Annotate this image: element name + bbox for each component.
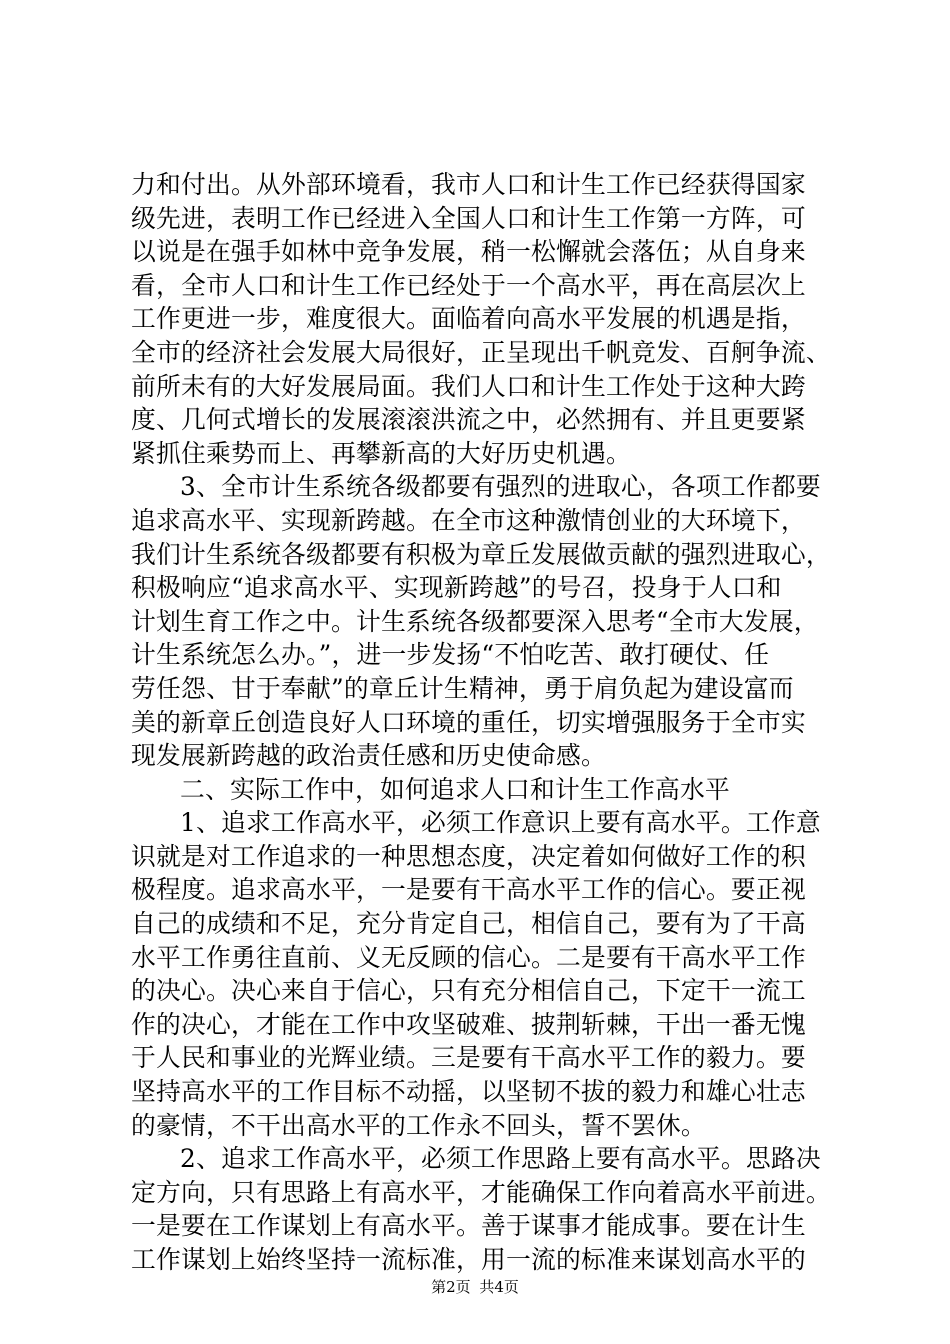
text-line: 一是要在工作谋划上有高水平。善于谋事才能成事。要在计生 bbox=[131, 1211, 806, 1241]
text-line: 二、实际工作中，如何追求人口和计生工作高水平 bbox=[180, 774, 730, 804]
text-line: 的豪情，不干出高水平的工作永不回头，誓不罢休。 bbox=[131, 1110, 706, 1140]
page-number: 第2页 bbox=[431, 1278, 471, 1296]
text-line: 坚持高水平的工作目标不动摇，以坚韧不拔的毅力和雄心壮志 bbox=[131, 1077, 806, 1107]
text-line: 紧抓住乘势而上、再攀新高的大好历史机遇。 bbox=[131, 438, 631, 468]
text-line: 定方向，只有思路上有高水平，才能确保工作向着高水平前进。 bbox=[131, 1177, 831, 1207]
text-line: 全市的经济社会发展大局很好，正呈现出千帆竞发、百舸争流、 bbox=[131, 337, 831, 367]
text-line: 力和付出。从外部环境看，我市人口和计生工作已经获得国家 bbox=[131, 170, 806, 199]
text-line: 极程度。追求高水平，一是要有干高水平工作的信心。要正视 bbox=[131, 875, 806, 905]
text-line: 于人民和事业的光辉业绩。三是要有干高水平工作的毅力。要 bbox=[131, 1043, 806, 1073]
text-line: 以说是在强手如林中竞争发展，稍一松懈就会落伍；从自身来 bbox=[131, 237, 806, 267]
text-line: 追求高水平、实现新跨越。在全市这种激情创业的大环境下， bbox=[131, 505, 806, 535]
text-line: 度、几何式增长的发展滚滚洪流之中，必然拥有、并且更要紧 bbox=[131, 405, 806, 435]
text-line: 工作谋划上始终坚持一流标准，用一流的标准来谋划高水平的 bbox=[131, 1245, 806, 1274]
text-line: 计划生育工作之中。计生系统各级都要深入思考“全市大发展， bbox=[131, 606, 819, 636]
text-line: 工作更进一步，难度很大。面临着向高水平发展的机遇是指， bbox=[131, 304, 806, 334]
text-line: 识就是对工作追求的一种思想态度，决定着如何做好工作的积 bbox=[131, 841, 806, 871]
document-body bbox=[131, 168, 831, 1277]
text-line: 级先进，表明工作已经进入全国人口和计生工作第一方阵，可 bbox=[131, 203, 806, 233]
text-line: 现发展新跨越的政治责任感和历史使命感。 bbox=[131, 741, 606, 771]
page-total: 共4页 bbox=[479, 1278, 519, 1296]
text-line: 积极响应“追求高水平、实现新跨越”的号召，投身于人口和 bbox=[131, 573, 782, 603]
text-line: 3、全市计生系统各级都要有强烈的进取心，各项工作都要 bbox=[180, 472, 821, 502]
page-footer bbox=[0, 1277, 950, 1297]
text-line: 我们计生系统各级都要有积极为章丘发展做贡献的强烈进取心， bbox=[131, 539, 831, 569]
text-line: 计生系统怎么办。”，进一步发扬“不怕吃苦、敢打硬仗、任 bbox=[131, 640, 770, 670]
text-line: 前所未有的大好发展局面。我们人口和计生工作处于这种大跨 bbox=[131, 371, 806, 401]
text-line: 看，全市人口和计生工作已经处于一个高水平，再在高层次上 bbox=[131, 270, 806, 300]
text-line: 作的决心，才能在工作中攻坚破难、披荆斩棘，干出一番无愧 bbox=[131, 1009, 806, 1039]
text-line: 美的新章丘创造良好人口环境的重任，切实增强服务于全市实 bbox=[131, 707, 806, 737]
text-line: 的决心。决心来自于信心，只有充分相信自己，下定干一流工 bbox=[131, 976, 806, 1006]
text-line: 2、追求工作高水平，必须工作思路上要有高水平。思路决 bbox=[180, 1144, 821, 1174]
text-line: 自己的成绩和不足，充分肯定自己，相信自己，要有为了干高 bbox=[131, 909, 806, 939]
text-line: 劳任怨、甘于奉献”的章丘计生精神，勇于肩负起为建设富而 bbox=[131, 673, 794, 703]
text-line: 水平工作勇往直前、义无反顾的信心。二是要有干高水平工作 bbox=[131, 942, 806, 972]
text-line: 1、追求工作高水平，必须工作意识上要有高水平。工作意 bbox=[180, 808, 821, 838]
